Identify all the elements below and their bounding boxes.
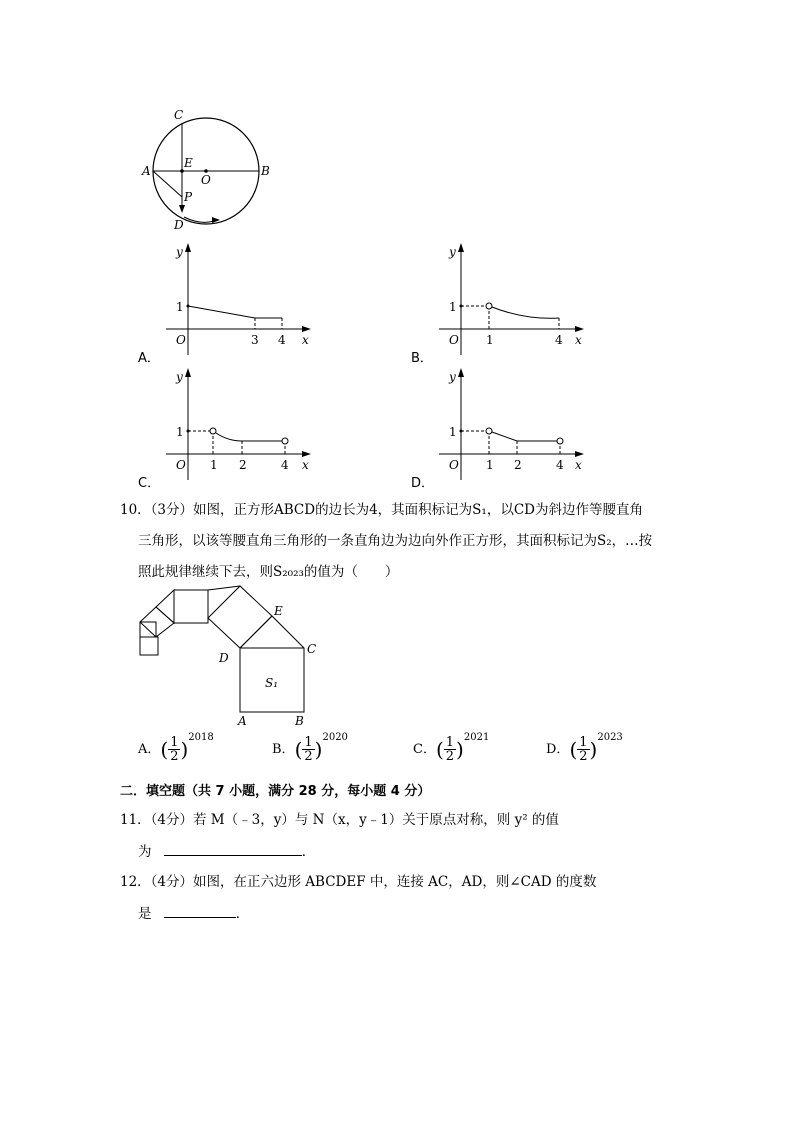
label-o: O [201,173,211,187]
svg-text:y: y [176,370,183,384]
svg-text:x: x [302,458,309,472]
svg-text:y: y [449,245,456,259]
svg-text:x: x [575,458,582,472]
square-6 [140,637,158,655]
graph-d-letter: D． [411,476,435,491]
label-d: D [174,218,184,232]
graph-c-curve [216,433,282,441]
graph-a [162,240,322,360]
graph-b-open-point [486,303,492,309]
q10-option-b[interactable]: B．( $\frac{1}{2}$ )$^{2020}$ [272,732,348,764]
svg-text:1: 1 [210,458,218,472]
svg-text:O: O [176,458,186,472]
square-2 [208,586,272,648]
graph-b-letter: B． [411,351,433,366]
graph-a-letter: A． [138,351,160,366]
svg-text:x: x [575,333,582,347]
label-p: P [184,190,193,204]
svg-text:B: B [295,714,304,728]
svg-text:1: 1 [486,333,494,347]
q12-line2: 是 ． [138,903,249,924]
squares-figure [135,585,335,730]
svg-text:x: x [302,333,309,347]
q10-line2: 三角形，以该等腰直角三角形的一条直角边为边向外作正方形，其面积标记为S₂，…按 [138,533,653,549]
svg-text:4: 4 [278,333,286,347]
svg-text:D: D [219,651,229,665]
svg-text:y: y [176,245,183,259]
q10-option-d[interactable]: D．( $\frac{1}{2}$ )$^{2023}$ [546,732,623,764]
svg-text:4: 4 [555,333,563,347]
label-c: C [174,108,184,122]
svg-text:O: O [449,333,459,347]
graph-d-curve [492,432,557,441]
svg-text:4: 4 [556,458,564,472]
graph-b [435,240,595,360]
q10-line3: 照此规律继续下去，则S₂₀₂₃的值为（ ） [138,564,399,580]
graph-d [435,365,595,485]
svg-text:A: A [238,714,247,728]
svg-text:2: 2 [514,458,522,472]
q10-option-a[interactable]: A．( $\frac{1}{2}$ )$^{2018}$ [138,732,214,764]
svg-text:3: 3 [251,333,259,347]
arrow-down [179,205,185,213]
section-2-heading: 二．填空题（共 7 小题，满分 28 分，每小题 4 分） [120,784,431,799]
label-e: E [184,156,193,170]
q12-answer-blank[interactable] [164,903,236,918]
q10-option-c[interactable]: C．( $\frac{1}{2}$ )$^{2021}$ [413,732,490,764]
svg-text:1: 1 [486,458,494,472]
square-3 [174,590,208,623]
graph-c-letter: C． [138,476,161,491]
label-a: A [142,164,151,178]
q11-line2: 为 ． [138,841,315,862]
svg-text:y: y [449,370,456,384]
graph-b-curve [492,307,559,318]
q11-line1: 11．（4分）若 M（﹣3，y）与 N（x，y﹣1）关于原点对称，则 y² 的值 [120,812,559,828]
svg-text:S₁: S₁ [265,676,279,690]
svg-text:O: O [449,458,459,472]
q11-answer-blank[interactable] [164,841,302,856]
svg-text:2: 2 [239,458,247,472]
svg-text:1: 1 [449,425,457,439]
svg-text:E: E [274,604,283,618]
svg-text:C: C [307,642,317,656]
q12-line1: 12．（4分）如图，在正六边形 ABCDEF 中，连接 AC，AD，则∠CAD 的度数 [120,874,597,890]
q10-line1: 10．（3分）如图，正方形ABCD的边长为4，其面积标记为S₁，以CD为斜边作等腰直角 [120,502,643,518]
square-4 [156,590,174,623]
svg-text:1: 1 [449,300,457,314]
circle-figure [140,105,280,235]
graph-c [162,365,322,485]
svg-text:O: O [176,333,186,347]
svg-text:1: 1 [176,300,184,314]
triangle-dec [240,616,304,648]
svg-text:4: 4 [281,458,289,472]
graph-a-curve [188,306,255,318]
label-b: B [261,164,270,178]
svg-text:1: 1 [176,425,184,439]
